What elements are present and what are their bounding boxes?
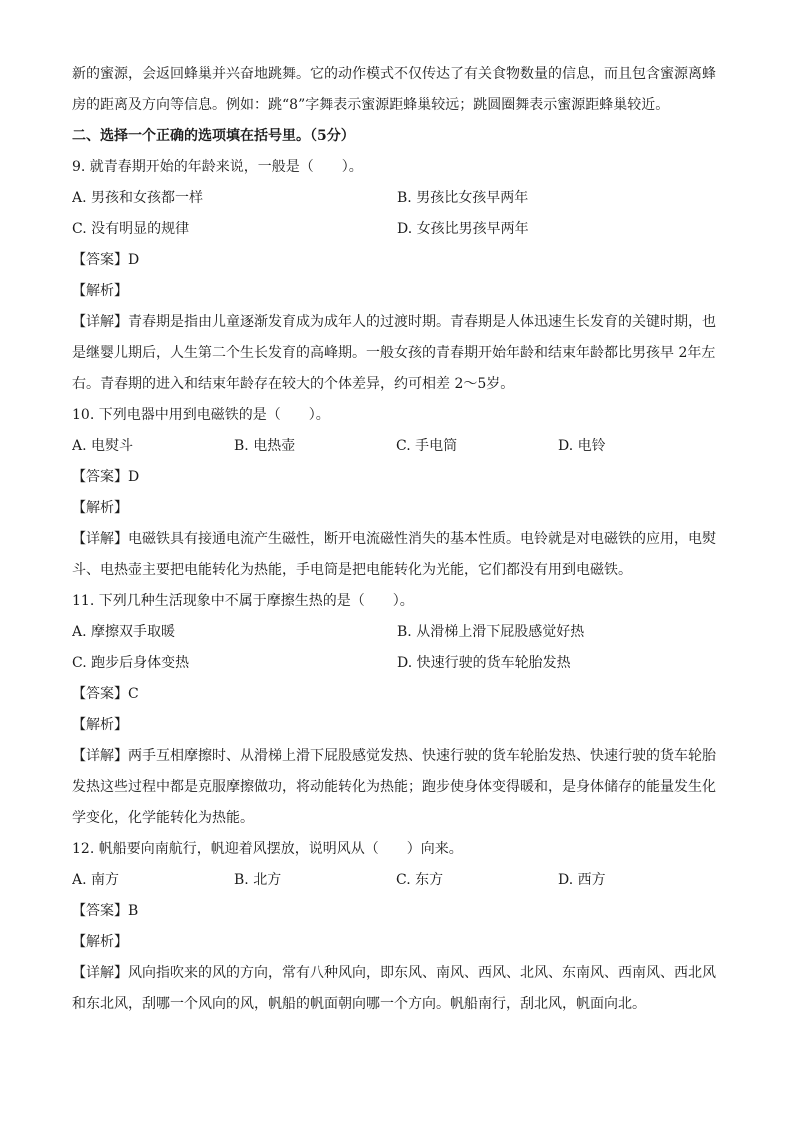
question-9-answer: 【答案】D xyxy=(72,252,140,268)
question-11-analysis: 【解析】 xyxy=(72,717,128,733)
question-10-answer: 【答案】D xyxy=(72,469,140,485)
question-9-detail-3: 右。青春期的进入和结束年龄存在较大的个体差异，约可相差 2～5岁。 xyxy=(72,376,515,392)
section-heading: 二、选择一个正确的选项填在括号里。（5分） xyxy=(72,128,355,144)
option-c: C. 跑步后身体变热 xyxy=(72,655,190,671)
question-12-options xyxy=(72,868,724,899)
question-12-analysis: 【解析】 xyxy=(72,934,128,950)
question-12-detail-2: 和东北风，刮哪一个风向的风，帆船的帆面朝向哪一个方向。帆船南行，刮北风，帆面向北。 xyxy=(72,996,646,1012)
question-12-detail-1: 【详解】风向指吹来的风的方向，常有八种风向，即东风、南风、西风、北风、东南风、西南风、西北风 xyxy=(72,965,716,981)
question-9-options-row-1 xyxy=(72,186,724,217)
question-10-detail-2: 斗、电热壶主要把电能转化为热能，手电筒是把电能转化为光能，它们都没有用到电磁铁。 xyxy=(72,562,632,578)
question-11-options-row-1 xyxy=(72,620,724,651)
option-d: D. 快速行驶的货车轮胎发热 xyxy=(397,655,571,671)
option-a: A. 摩擦双手取暖 xyxy=(72,624,176,640)
option-a: A. 电熨斗 xyxy=(72,438,134,454)
option-b: B. 电热壶 xyxy=(234,438,296,454)
option-b: B. 从滑梯上滑下屁股感觉好热 xyxy=(397,624,585,640)
intro-line-1: 新的蜜源，会返回蜂巢并兴奋地跳舞。它的动作模式不仅传达了有关食物数量的信息，而且包含蜜源离蜂 xyxy=(72,66,716,82)
question-11-stem: 11. 下列几种生活现象中不属于摩擦生热的是（ ）。 xyxy=(72,593,414,609)
option-a: A. 男孩和女孩都一样 xyxy=(72,190,204,206)
option-b: B. 北方 xyxy=(234,872,282,888)
option-c: C. 没有明显的规律 xyxy=(72,221,190,237)
question-12-stem: 12. 帆船要向南航行，帆迎着风摆放，说明风从（ ）向来。 xyxy=(72,841,463,857)
question-11-answer: 【答案】C xyxy=(72,686,139,702)
document-page xyxy=(72,62,724,1023)
option-c: C. 东方 xyxy=(396,872,444,888)
question-10-stem: 10. 下列电器中用到电磁铁的是（ ）。 xyxy=(72,407,330,423)
option-d: D. 电铃 xyxy=(558,438,606,454)
question-11-options-row-2 xyxy=(72,651,724,682)
question-10-options xyxy=(72,434,724,465)
option-d: D. 西方 xyxy=(558,872,606,888)
question-10-detail-1: 【详解】电磁铁具有接通电流产生磁性，断开电流磁性消失的基本性质。电铃就是对电磁铁的应用，电熨 xyxy=(72,531,716,547)
question-11-detail-2: 发热这些过程中都是克服摩擦做功，将动能转化为热能；跑步使身体变得暖和，是身体储存的能量发生化 xyxy=(72,779,716,795)
option-d: D. 女孩比男孩早两年 xyxy=(397,221,529,237)
question-11-detail-3: 学变化，化学能转化为热能。 xyxy=(72,810,254,826)
question-9-detail-1: 【详解】青春期是指由儿童逐渐发育成为成年人的过渡时期。青春期是人体迅速生长发育的关键时期，也 xyxy=(72,314,716,330)
question-9-detail-2: 是继婴儿期后，人生第二个生长发育的高峰期。一般女孩的青春期开始年龄和结束年龄都比男孩早 2年左 xyxy=(72,345,716,361)
question-10-analysis: 【解析】 xyxy=(72,500,128,516)
option-b: B. 男孩比女孩早两年 xyxy=(397,190,529,206)
question-12-answer: 【答案】B xyxy=(72,903,139,919)
intro-line-2: 房的距离及方向等信息。例如：跳“8”字舞表示蜜源距蜂巢较远；跳圆圈舞表示蜜源距蜂巢较近。 xyxy=(72,97,670,113)
question-9-stem: 9. 就青春期开始的年龄来说，一般是（ ）。 xyxy=(72,159,363,175)
option-c: C. 手电筒 xyxy=(396,438,458,454)
option-a: A. 南方 xyxy=(72,872,120,888)
question-9-analysis: 【解析】 xyxy=(72,283,128,299)
question-9-options-row-2 xyxy=(72,217,724,248)
question-11-detail-1: 【详解】两手互相摩擦时、从滑梯上滑下屁股感觉发热、快速行驶的货车轮胎发热、快速行驶的货车轮胎 xyxy=(72,748,716,764)
